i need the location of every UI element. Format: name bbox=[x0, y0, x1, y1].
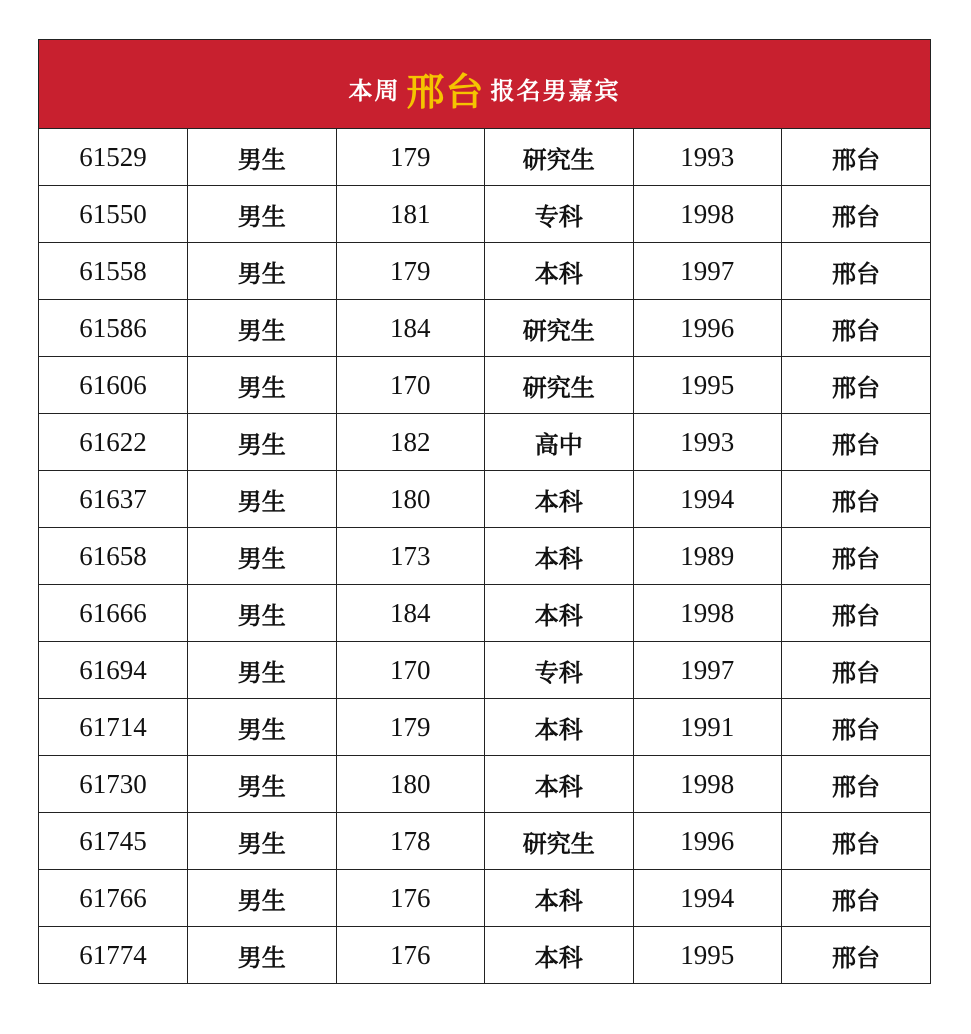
cell-height: 176 bbox=[336, 870, 485, 927]
cell-education: 本科 bbox=[485, 699, 634, 756]
cell-city: 邢台 bbox=[782, 813, 931, 870]
cell-id: 61694 bbox=[39, 642, 188, 699]
cell-education: 研究生 bbox=[485, 129, 634, 186]
cell-city: 邢台 bbox=[782, 699, 931, 756]
table-row bbox=[39, 927, 930, 984]
title-banner bbox=[39, 40, 930, 129]
table-row bbox=[39, 528, 930, 585]
cell-height: 170 bbox=[336, 357, 485, 414]
cell-id: 61558 bbox=[39, 243, 188, 300]
cell-gender: 男生 bbox=[188, 528, 337, 585]
cell-birth-year: 1993 bbox=[633, 129, 782, 186]
cell-gender: 男生 bbox=[188, 186, 337, 243]
cell-id: 61529 bbox=[39, 129, 188, 186]
cell-height: 179 bbox=[336, 129, 485, 186]
cell-height: 180 bbox=[336, 756, 485, 813]
cell-birth-year: 1994 bbox=[633, 471, 782, 528]
cell-education: 研究生 bbox=[485, 357, 634, 414]
banner-prefix: 本周 bbox=[348, 75, 401, 105]
cell-id: 61774 bbox=[39, 927, 188, 984]
cell-gender: 男生 bbox=[188, 414, 337, 471]
banner-city: 邢台 bbox=[406, 68, 485, 114]
cell-birth-year: 1997 bbox=[633, 642, 782, 699]
cell-education: 高中 bbox=[485, 414, 634, 471]
cell-gender: 男生 bbox=[188, 642, 337, 699]
cell-city: 邢台 bbox=[782, 585, 931, 642]
cell-city: 邢台 bbox=[782, 357, 931, 414]
cell-id: 61714 bbox=[39, 699, 188, 756]
cell-education: 专科 bbox=[485, 642, 634, 699]
cell-birth-year: 1997 bbox=[633, 243, 782, 300]
cell-gender: 男生 bbox=[188, 756, 337, 813]
cell-education: 专科 bbox=[485, 186, 634, 243]
cell-education: 研究生 bbox=[485, 813, 634, 870]
cell-city: 邢台 bbox=[782, 870, 931, 927]
cell-birth-year: 1998 bbox=[633, 585, 782, 642]
cell-city: 邢台 bbox=[782, 756, 931, 813]
cell-gender: 男生 bbox=[188, 471, 337, 528]
cell-birth-year: 1989 bbox=[633, 528, 782, 585]
cell-height: 173 bbox=[336, 528, 485, 585]
cell-education: 研究生 bbox=[485, 300, 634, 357]
cell-height: 182 bbox=[336, 414, 485, 471]
table-row bbox=[39, 300, 930, 357]
table-row bbox=[39, 414, 930, 471]
cell-id: 61745 bbox=[39, 813, 188, 870]
banner-suffix: 报名男嘉宾 bbox=[490, 75, 621, 105]
table-row bbox=[39, 642, 930, 699]
cell-height: 176 bbox=[336, 927, 485, 984]
table-row bbox=[39, 699, 930, 756]
cell-id: 61766 bbox=[39, 870, 188, 927]
banner-title bbox=[348, 53, 620, 116]
cell-birth-year: 1998 bbox=[633, 186, 782, 243]
cell-height: 184 bbox=[336, 300, 485, 357]
table-row bbox=[39, 756, 930, 813]
cell-height: 179 bbox=[336, 243, 485, 300]
table-row bbox=[39, 813, 930, 870]
cell-city: 邢台 bbox=[782, 414, 931, 471]
cell-height: 178 bbox=[336, 813, 485, 870]
registrant-table bbox=[39, 129, 930, 983]
cell-id: 61666 bbox=[39, 585, 188, 642]
cell-height: 181 bbox=[336, 186, 485, 243]
cell-city: 邢台 bbox=[782, 642, 931, 699]
cell-id: 61606 bbox=[39, 357, 188, 414]
cell-birth-year: 1994 bbox=[633, 870, 782, 927]
table-row bbox=[39, 585, 930, 642]
table-row bbox=[39, 471, 930, 528]
cell-gender: 男生 bbox=[188, 300, 337, 357]
cell-gender: 男生 bbox=[188, 357, 337, 414]
cell-birth-year: 1995 bbox=[633, 927, 782, 984]
cell-gender: 男生 bbox=[188, 585, 337, 642]
cell-education: 本科 bbox=[485, 585, 634, 642]
table-row bbox=[39, 870, 930, 927]
cell-id: 61550 bbox=[39, 186, 188, 243]
cell-birth-year: 1991 bbox=[633, 699, 782, 756]
cell-gender: 男生 bbox=[188, 129, 337, 186]
cell-birth-year: 1998 bbox=[633, 756, 782, 813]
table-row bbox=[39, 357, 930, 414]
cell-city: 邢台 bbox=[782, 528, 931, 585]
cell-birth-year: 1993 bbox=[633, 414, 782, 471]
cell-id: 61730 bbox=[39, 756, 188, 813]
cell-city: 邢台 bbox=[782, 927, 931, 984]
cell-height: 184 bbox=[336, 585, 485, 642]
cell-gender: 男生 bbox=[188, 813, 337, 870]
cell-city: 邢台 bbox=[782, 300, 931, 357]
cell-birth-year: 1996 bbox=[633, 813, 782, 870]
cell-gender: 男生 bbox=[188, 870, 337, 927]
cell-education: 本科 bbox=[485, 471, 634, 528]
table-row bbox=[39, 243, 930, 300]
cell-education: 本科 bbox=[485, 870, 634, 927]
table-row bbox=[39, 129, 930, 186]
cell-gender: 男生 bbox=[188, 699, 337, 756]
cell-education: 本科 bbox=[485, 528, 634, 585]
cell-education: 本科 bbox=[485, 243, 634, 300]
cell-id: 61658 bbox=[39, 528, 188, 585]
table-row bbox=[39, 186, 930, 243]
cell-id: 61637 bbox=[39, 471, 188, 528]
cell-id: 61586 bbox=[39, 300, 188, 357]
cell-height: 180 bbox=[336, 471, 485, 528]
cell-height: 170 bbox=[336, 642, 485, 699]
cell-city: 邢台 bbox=[782, 129, 931, 186]
cell-city: 邢台 bbox=[782, 186, 931, 243]
cell-height: 179 bbox=[336, 699, 485, 756]
table-body bbox=[39, 129, 930, 983]
cell-gender: 男生 bbox=[188, 243, 337, 300]
cell-id: 61622 bbox=[39, 414, 188, 471]
cell-city: 邢台 bbox=[782, 471, 931, 528]
cell-education: 本科 bbox=[485, 927, 634, 984]
cell-birth-year: 1995 bbox=[633, 357, 782, 414]
cell-gender: 男生 bbox=[188, 927, 337, 984]
cell-birth-year: 1996 bbox=[633, 300, 782, 357]
registrant-sheet bbox=[38, 39, 931, 984]
cell-education: 本科 bbox=[485, 756, 634, 813]
cell-city: 邢台 bbox=[782, 243, 931, 300]
